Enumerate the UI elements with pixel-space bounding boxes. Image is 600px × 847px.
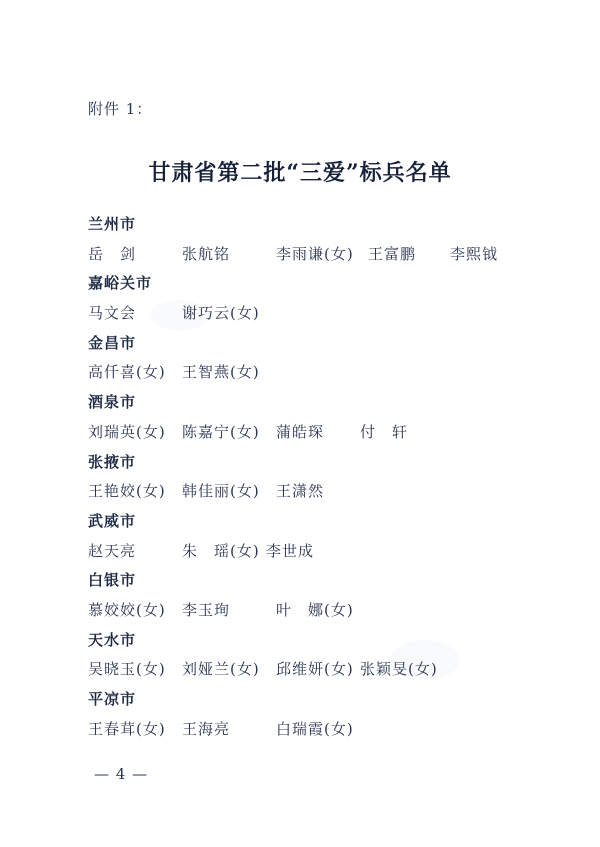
- person-name: 陈嘉宁(女): [182, 422, 260, 441]
- person-name: 岳 剑: [88, 244, 137, 263]
- person-name: 李世成: [266, 541, 315, 560]
- name-row: [88, 596, 568, 626]
- person-name: 朱 瑶(女): [182, 541, 260, 560]
- name-row: [88, 358, 568, 388]
- person-name: 张航铭: [182, 244, 231, 263]
- city-heading: 嘉峪关市: [88, 274, 153, 293]
- person-name: 张颖旻(女): [360, 660, 438, 679]
- city-heading: 平凉市: [88, 690, 137, 708]
- person-name: 王艳姣(女): [88, 482, 166, 501]
- person-name: 王智燕(女): [182, 363, 260, 382]
- person-name: 赵天亮: [88, 541, 137, 560]
- person-name: 蒲皓琛: [276, 422, 325, 441]
- person-name: 韩佳丽(女): [182, 482, 260, 501]
- person-name: 慕姣姣(女): [88, 600, 166, 619]
- person-name: 王富鹏: [368, 244, 417, 263]
- person-name: 王海亮: [182, 719, 231, 738]
- city-heading: 白银市: [88, 571, 137, 590]
- name-row: [88, 477, 568, 507]
- city-heading: 武威市: [88, 511, 137, 530]
- name-list: [88, 210, 568, 744]
- attachment-label: 附件 1：: [88, 100, 153, 118]
- person-name: 刘瑞英(女): [88, 422, 166, 441]
- name-row: [88, 240, 568, 270]
- person-name: 李玉珣: [182, 600, 231, 619]
- person-name: 付 轩: [360, 422, 409, 441]
- document-title: 甘肃省第二批“三爱”标兵名单: [148, 160, 452, 186]
- person-name: 谢巧云(女): [182, 304, 260, 323]
- person-name: 刘娅兰(女): [182, 660, 260, 679]
- person-name: 叶 娜(女): [276, 600, 354, 619]
- person-name: 王春茸(女): [88, 719, 166, 738]
- city-heading: 兰州市: [88, 215, 137, 233]
- person-name: 马文会: [88, 304, 137, 323]
- name-row: [88, 418, 568, 448]
- city-heading: 金昌市: [88, 333, 137, 352]
- city-heading: 酒泉市: [88, 393, 137, 412]
- city-heading: 张掖市: [88, 452, 137, 471]
- name-row: [88, 655, 568, 685]
- name-row: [88, 299, 568, 329]
- page-number: — 4 —: [94, 765, 149, 783]
- city-heading: 天水市: [88, 630, 137, 649]
- person-name: 白瑞霞(女): [276, 719, 354, 738]
- name-row: [88, 715, 568, 745]
- name-row: [88, 537, 568, 567]
- person-name: 王潇然: [276, 482, 325, 501]
- person-name: 李熙钺: [450, 244, 499, 263]
- person-name: 李雨谦(女): [276, 244, 354, 263]
- person-name: 高仟喜(女): [88, 363, 166, 382]
- person-name: 吴晓玉(女): [88, 660, 166, 679]
- person-name: 邱维妍(女): [276, 660, 354, 679]
